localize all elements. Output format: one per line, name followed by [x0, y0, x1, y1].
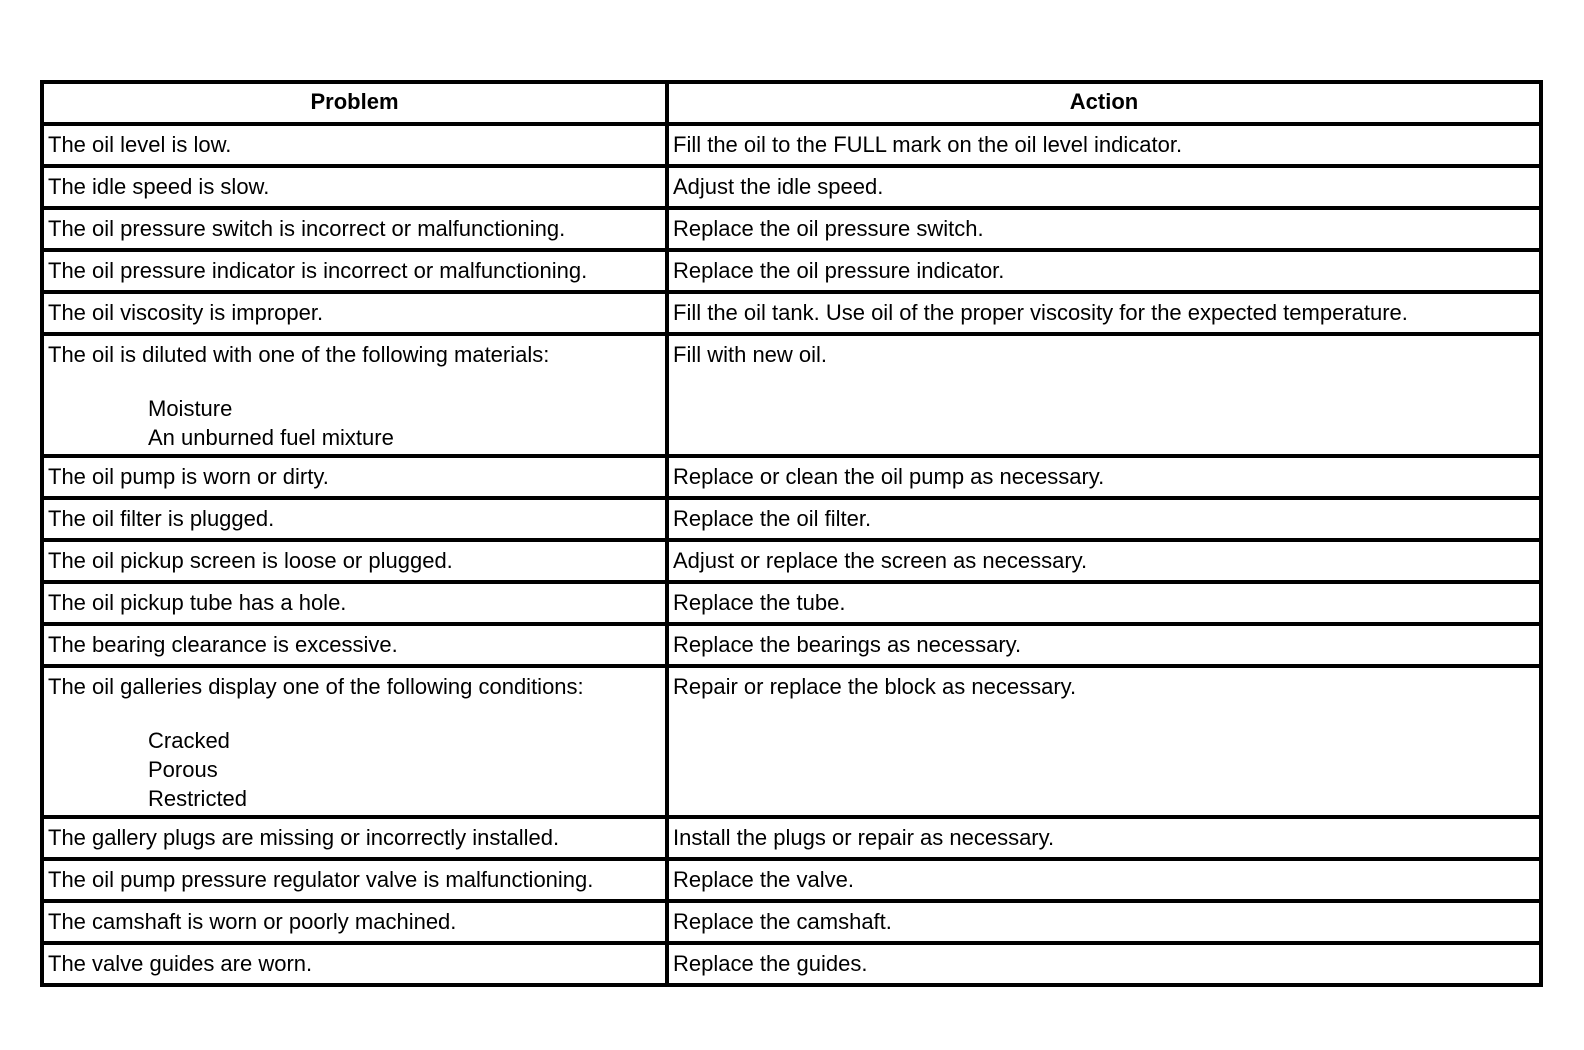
condition-list: [48, 394, 661, 454]
action-cell: Adjust the idle speed.: [669, 168, 1539, 210]
action-cell: Fill with new oil.: [669, 336, 1539, 458]
action-column-header: Action: [669, 84, 1539, 126]
table-row: [44, 252, 1539, 294]
problem-cell: The gallery plugs are missing or incorrectly installed.: [44, 819, 669, 861]
action-cell: Replace or clean the oil pump as necessary.: [669, 458, 1539, 500]
action-cell: Replace the guides.: [673, 951, 868, 976]
table-row: [44, 542, 1539, 584]
table-row: [44, 126, 1539, 168]
table-row: [44, 458, 1539, 500]
table-row: [44, 668, 1539, 819]
table-row: [44, 903, 1539, 945]
header-row: [44, 84, 1539, 126]
problem-text: The oil is diluted with one of the following materials:: [48, 342, 550, 367]
action-cell: Replace the bearings as necessary.: [669, 626, 1539, 668]
action-cell: Adjust or replace the screen as necessary.: [669, 542, 1539, 584]
problem-column-header: Problem: [44, 84, 669, 126]
problem-cell: The valve guides are worn.: [44, 945, 669, 983]
table-row: [44, 861, 1539, 903]
problem-cell: The oil pressure switch is incorrect or malfunctioning.: [44, 210, 669, 252]
action-cell: Fill the oil tank. Use oil of the proper viscosity for the expected temperature.: [669, 294, 1539, 336]
table-row: [44, 819, 1539, 861]
problem-cell: The oil pump pressure regulator valve is malfunctioning.: [44, 861, 669, 903]
condition-item: Cracked: [148, 728, 230, 753]
action-cell: Repair or replace the block as necessary.: [669, 668, 1539, 819]
action-cell: Replace the oil filter.: [669, 500, 1539, 542]
problem-cell: The oil pickup screen is loose or plugged.: [44, 542, 669, 584]
problem-text: The oil galleries display one of the following conditions:: [48, 674, 584, 699]
problem-cell: The oil filter is plugged.: [44, 500, 669, 542]
problem-cell: The oil viscosity is improper.: [44, 294, 669, 336]
condition-item: Restricted: [148, 786, 248, 811]
table-row: [44, 294, 1539, 336]
table-row: [44, 584, 1539, 626]
problem-cell: [44, 336, 669, 458]
troubleshooting-table: [40, 80, 1543, 987]
table-row: [44, 336, 1539, 458]
problem-cell: [44, 668, 669, 819]
action-cell: Install the plugs or repair as necessary.: [669, 819, 1539, 861]
condition-list: [48, 726, 661, 815]
action-cell: Replace the oil pressure indicator.: [669, 252, 1539, 294]
action-cell: Replace the tube.: [669, 584, 1539, 626]
problem-cell: The camshaft is worn or poorly machined.: [44, 903, 669, 945]
table-row: [44, 626, 1539, 668]
table-body: [44, 126, 1539, 983]
condition-item: An unburned fuel mixture: [148, 425, 394, 450]
table-row: [44, 945, 1539, 983]
table-row: [44, 500, 1539, 542]
problem-cell: The bearing clearance is excessive.: [44, 626, 669, 668]
action-cell: Replace the valve.: [669, 861, 1539, 903]
condition-item: Porous: [148, 757, 218, 782]
condition-item: Moisture: [148, 396, 233, 421]
action-cell: Replace the camshaft.: [669, 903, 1539, 945]
problem-cell: The oil level is low.: [44, 126, 669, 168]
action-cell: Replace the oil pressure switch.: [669, 210, 1539, 252]
table-row: [44, 210, 1539, 252]
action-cell: Fill the oil to the FULL mark on the oil level indicator.: [669, 126, 1539, 168]
table-row: [44, 168, 1539, 210]
problem-cell: The idle speed is slow.: [44, 168, 669, 210]
problem-cell: The oil pressure indicator is incorrect or malfunctioning.: [44, 252, 669, 294]
table-header: [44, 84, 1539, 126]
problem-cell: The oil pickup tube has a hole.: [44, 584, 669, 626]
problem-cell: The oil pump is worn or dirty.: [44, 458, 669, 500]
